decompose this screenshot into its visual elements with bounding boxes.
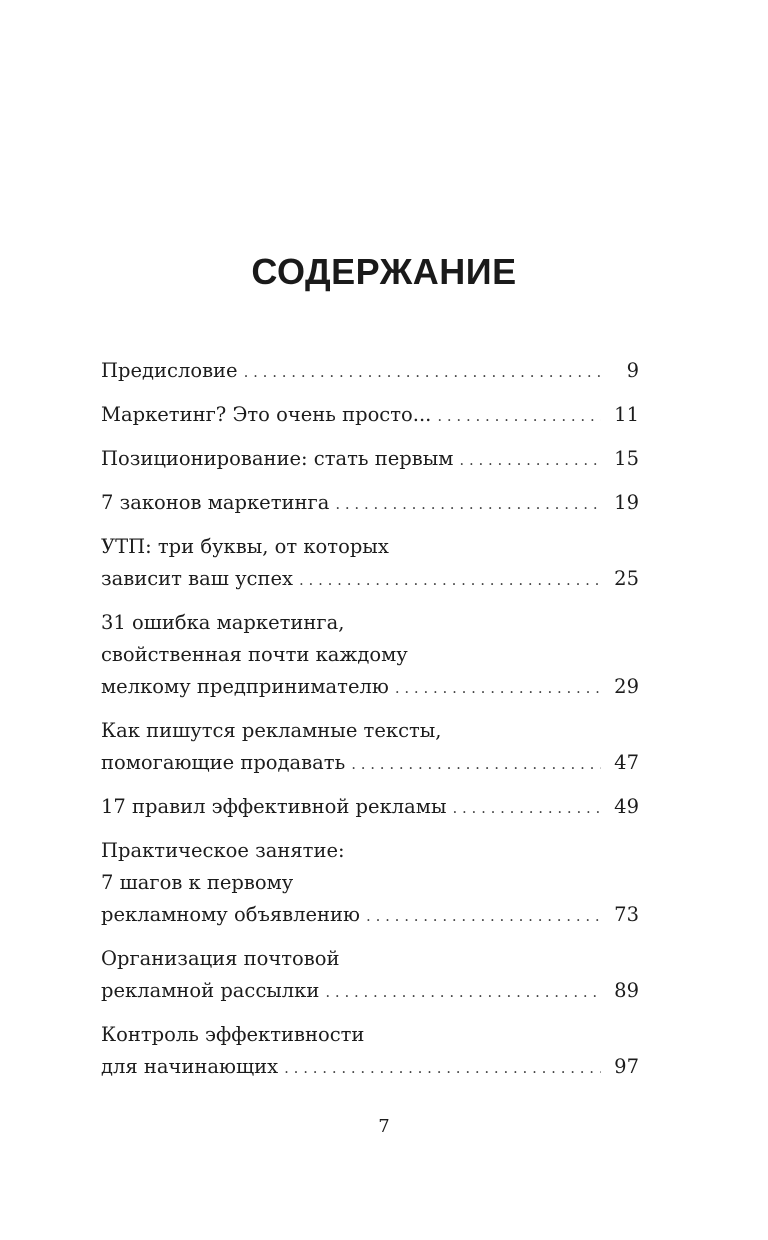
dot-leader (325, 976, 601, 1008)
dot-leader (459, 444, 601, 476)
toc-entry-last-line (101, 1051, 639, 1084)
toc-entry-title-line: УТП: три буквы, от которых (101, 535, 389, 558)
dot-leader (452, 792, 601, 824)
dot-leader (244, 356, 601, 388)
toc-entry-title-line: Как пишутся рекламные тексты, (101, 719, 442, 742)
toc-page-number: 15 (614, 447, 639, 470)
toc-entry-title-line: Организация почтовой (101, 947, 340, 970)
toc-page-number: 89 (614, 979, 639, 1002)
toc-entry-title: рекламной рассылки (101, 979, 320, 1002)
toc-page-number: 9 (626, 359, 639, 382)
toc-entry-title: Маркетинг? Это очень просто... (101, 403, 432, 426)
page-title: СОДЕРЖАНИЕ (251, 251, 517, 292)
toc-entry-last-line (101, 399, 639, 432)
toc-entry (101, 355, 639, 388)
toc-entry-title-line: 31 ошибка маркетинга, (101, 611, 345, 634)
toc-entry-last-line (101, 671, 639, 704)
toc-entry-last-line (101, 443, 639, 476)
toc-entry-title: рекламному объявлению (101, 903, 361, 926)
table-of-contents (101, 355, 639, 1095)
toc-entry (101, 1019, 639, 1084)
toc-entry-last-line (101, 975, 639, 1008)
dot-leader (351, 748, 601, 780)
dot-leader (366, 900, 601, 932)
toc-entry-title: для начинающих (101, 1055, 279, 1078)
dot-leader (437, 400, 601, 432)
toc-page-number: 49 (614, 795, 639, 818)
toc-page-number: 11 (614, 403, 639, 426)
toc-entry-title: зависит ваш успех (101, 567, 294, 590)
toc-page-number: 47 (614, 751, 639, 774)
toc-entry-title: Позиционирование: стать первым (101, 447, 454, 470)
toc-entry-title-line: 7 шагов к первому (101, 871, 294, 894)
toc-entry (101, 791, 639, 824)
toc-entry-last-line (101, 791, 639, 824)
toc-entry (101, 399, 639, 432)
toc-entry (101, 835, 639, 932)
toc-entry (101, 487, 639, 520)
toc-entry-title: мелкому предпринимателю (101, 675, 389, 698)
toc-entry-title-line: свойственная почти каждому (101, 643, 408, 666)
toc-entry-last-line (101, 563, 639, 596)
toc-entry-title: Предисловие (101, 359, 238, 382)
toc-entry-title-line: Контроль эффективности (101, 1023, 365, 1046)
toc-entry-last-line (101, 899, 639, 932)
toc-page-number: 19 (614, 491, 639, 514)
toc-entry-last-line (101, 355, 639, 388)
dot-leader (335, 488, 601, 520)
dot-leader (395, 672, 601, 704)
toc-entry (101, 531, 639, 596)
toc-entry-last-line (101, 487, 639, 520)
toc-page-number: 73 (614, 903, 639, 926)
toc-page-number: 97 (614, 1055, 639, 1078)
toc-page-number: 29 (614, 675, 639, 698)
toc-entry (101, 443, 639, 476)
dot-leader (299, 564, 601, 596)
toc-entry-title-line: Практическое занятие: (101, 839, 345, 862)
toc-entry-title: помогающие продавать (101, 751, 346, 774)
toc-entry-title: 7 законов маркетинга (101, 491, 330, 514)
toc-entry-last-line (101, 747, 639, 780)
toc-entry-title: 17 правил эффективной рекламы (101, 795, 447, 818)
toc-entry (101, 715, 639, 780)
toc-entry (101, 607, 639, 704)
toc-entry (101, 943, 639, 1008)
page-number-footer: 7 (378, 1116, 390, 1137)
toc-page-number: 25 (614, 567, 639, 590)
dot-leader (284, 1052, 601, 1084)
